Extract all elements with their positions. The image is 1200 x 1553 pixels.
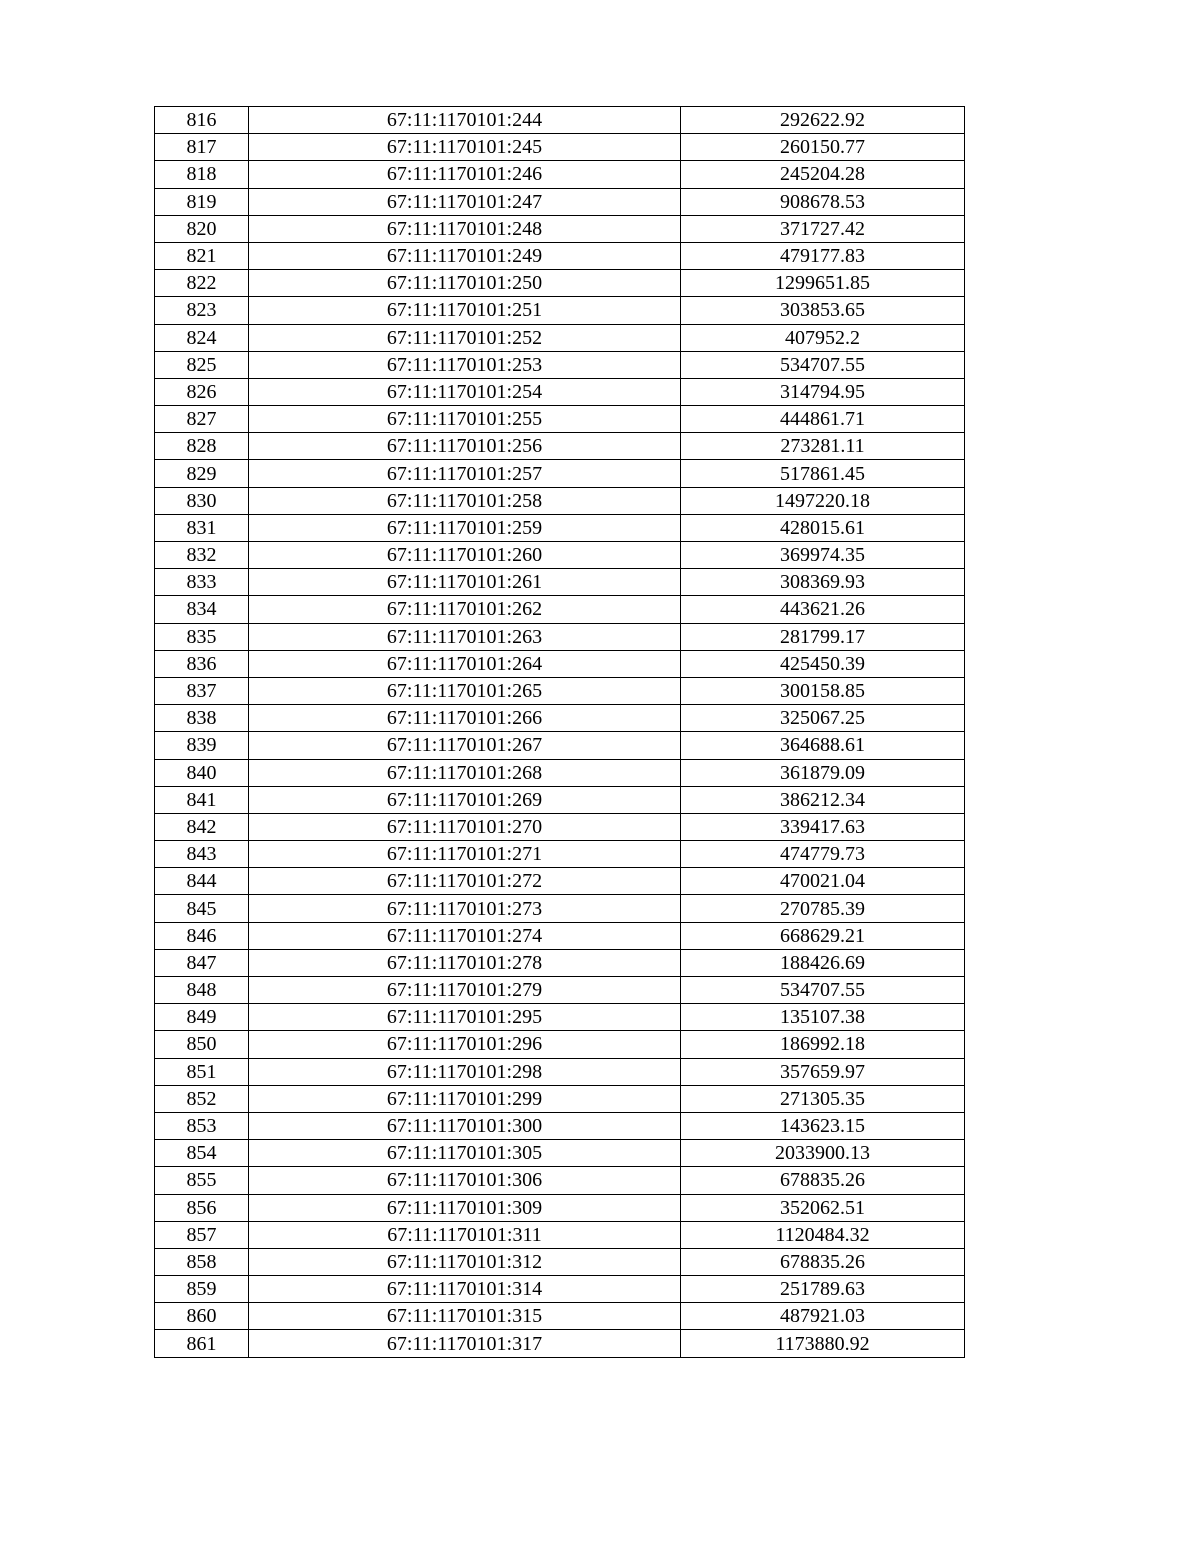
table-row bbox=[155, 433, 965, 460]
cadastral-number-cell: 67:11:1170101:278 bbox=[249, 949, 681, 976]
table-row bbox=[155, 297, 965, 324]
cadastral-number-cell: 67:11:1170101:261 bbox=[249, 569, 681, 596]
cadastral-number-cell: 67:11:1170101:251 bbox=[249, 297, 681, 324]
value-cell: 314794.95 bbox=[681, 378, 965, 405]
table-row bbox=[155, 215, 965, 242]
value-cell: 2033900.13 bbox=[681, 1140, 965, 1167]
cadastral-number-cell: 67:11:1170101:267 bbox=[249, 732, 681, 759]
value-cell: 270785.39 bbox=[681, 895, 965, 922]
row-number-cell: 819 bbox=[155, 188, 249, 215]
cadastral-number-cell: 67:11:1170101:249 bbox=[249, 242, 681, 269]
row-number-cell: 843 bbox=[155, 841, 249, 868]
cadastral-number-cell: 67:11:1170101:263 bbox=[249, 623, 681, 650]
row-number-cell: 840 bbox=[155, 759, 249, 786]
cadastral-number-cell: 67:11:1170101:264 bbox=[249, 650, 681, 677]
value-cell: 425450.39 bbox=[681, 650, 965, 677]
table-row bbox=[155, 378, 965, 405]
cadastral-number-cell: 67:11:1170101:244 bbox=[249, 107, 681, 134]
cadastral-number-cell: 67:11:1170101:262 bbox=[249, 596, 681, 623]
table-row bbox=[155, 1085, 965, 1112]
row-number-cell: 856 bbox=[155, 1194, 249, 1221]
value-cell: 444861.71 bbox=[681, 406, 965, 433]
cadastral-number-cell: 67:11:1170101:248 bbox=[249, 215, 681, 242]
value-cell: 292622.92 bbox=[681, 107, 965, 134]
value-cell: 251789.63 bbox=[681, 1276, 965, 1303]
cadastral-number-cell: 67:11:1170101:258 bbox=[249, 487, 681, 514]
row-number-cell: 847 bbox=[155, 949, 249, 976]
row-number-cell: 861 bbox=[155, 1330, 249, 1357]
table-row bbox=[155, 786, 965, 813]
value-cell: 260150.77 bbox=[681, 134, 965, 161]
value-cell: 428015.61 bbox=[681, 514, 965, 541]
table-body bbox=[155, 107, 965, 1358]
row-number-cell: 842 bbox=[155, 813, 249, 840]
value-cell: 281799.17 bbox=[681, 623, 965, 650]
table-row bbox=[155, 351, 965, 378]
value-cell: 474779.73 bbox=[681, 841, 965, 868]
value-cell: 361879.09 bbox=[681, 759, 965, 786]
cadastral-number-cell: 67:11:1170101:253 bbox=[249, 351, 681, 378]
cadastral-number-cell: 67:11:1170101:254 bbox=[249, 378, 681, 405]
table-row bbox=[155, 514, 965, 541]
value-cell: 352062.51 bbox=[681, 1194, 965, 1221]
cadastral-number-cell: 67:11:1170101:309 bbox=[249, 1194, 681, 1221]
table-row bbox=[155, 161, 965, 188]
cadastral-number-cell: 67:11:1170101:273 bbox=[249, 895, 681, 922]
row-number-cell: 817 bbox=[155, 134, 249, 161]
value-cell: 273281.11 bbox=[681, 433, 965, 460]
table-row bbox=[155, 977, 965, 1004]
table-row bbox=[155, 460, 965, 487]
row-number-cell: 824 bbox=[155, 324, 249, 351]
cadastral-number-cell: 67:11:1170101:269 bbox=[249, 786, 681, 813]
cadastral-number-cell: 67:11:1170101:252 bbox=[249, 324, 681, 351]
cadastral-number-cell: 67:11:1170101:300 bbox=[249, 1112, 681, 1139]
cadastral-number-cell: 67:11:1170101:246 bbox=[249, 161, 681, 188]
cadastral-number-cell: 67:11:1170101:247 bbox=[249, 188, 681, 215]
row-number-cell: 838 bbox=[155, 705, 249, 732]
row-number-cell: 816 bbox=[155, 107, 249, 134]
cadastral-number-cell: 67:11:1170101:299 bbox=[249, 1085, 681, 1112]
row-number-cell: 854 bbox=[155, 1140, 249, 1167]
cadastral-number-cell: 67:11:1170101:271 bbox=[249, 841, 681, 868]
value-cell: 479177.83 bbox=[681, 242, 965, 269]
row-number-cell: 818 bbox=[155, 161, 249, 188]
cadastral-number-cell: 67:11:1170101:315 bbox=[249, 1303, 681, 1330]
table-row bbox=[155, 1140, 965, 1167]
cadastral-number-cell: 67:11:1170101:279 bbox=[249, 977, 681, 1004]
value-cell: 325067.25 bbox=[681, 705, 965, 732]
value-cell: 678835.26 bbox=[681, 1167, 965, 1194]
value-cell: 678835.26 bbox=[681, 1248, 965, 1275]
table-row bbox=[155, 1303, 965, 1330]
table-row bbox=[155, 949, 965, 976]
table-row bbox=[155, 596, 965, 623]
value-cell: 443621.26 bbox=[681, 596, 965, 623]
table-row bbox=[155, 1004, 965, 1031]
table-row bbox=[155, 895, 965, 922]
table-row bbox=[155, 1248, 965, 1275]
table-row bbox=[155, 1276, 965, 1303]
value-cell: 908678.53 bbox=[681, 188, 965, 215]
cadastral-number-cell: 67:11:1170101:272 bbox=[249, 868, 681, 895]
row-number-cell: 848 bbox=[155, 977, 249, 1004]
table-row bbox=[155, 1167, 965, 1194]
table-row bbox=[155, 406, 965, 433]
row-number-cell: 845 bbox=[155, 895, 249, 922]
table-row bbox=[155, 1221, 965, 1248]
cadastral-value-table bbox=[154, 106, 965, 1358]
table-row bbox=[155, 868, 965, 895]
table-row bbox=[155, 650, 965, 677]
value-cell: 1299651.85 bbox=[681, 270, 965, 297]
table-row bbox=[155, 623, 965, 650]
table-row bbox=[155, 324, 965, 351]
table-row bbox=[155, 1031, 965, 1058]
value-cell: 1120484.32 bbox=[681, 1221, 965, 1248]
value-cell: 271305.35 bbox=[681, 1085, 965, 1112]
table-row bbox=[155, 242, 965, 269]
value-cell: 245204.28 bbox=[681, 161, 965, 188]
value-cell: 534707.55 bbox=[681, 977, 965, 1004]
row-number-cell: 834 bbox=[155, 596, 249, 623]
cadastral-number-cell: 67:11:1170101:257 bbox=[249, 460, 681, 487]
value-cell: 339417.63 bbox=[681, 813, 965, 840]
row-number-cell: 823 bbox=[155, 297, 249, 324]
value-cell: 470021.04 bbox=[681, 868, 965, 895]
value-cell: 668629.21 bbox=[681, 922, 965, 949]
table-row bbox=[155, 922, 965, 949]
cadastral-number-cell: 67:11:1170101:312 bbox=[249, 1248, 681, 1275]
table-row bbox=[155, 813, 965, 840]
cadastral-number-cell: 67:11:1170101:268 bbox=[249, 759, 681, 786]
row-number-cell: 849 bbox=[155, 1004, 249, 1031]
value-cell: 364688.61 bbox=[681, 732, 965, 759]
value-cell: 300158.85 bbox=[681, 677, 965, 704]
row-number-cell: 826 bbox=[155, 378, 249, 405]
cadastral-number-cell: 67:11:1170101:265 bbox=[249, 677, 681, 704]
table-row bbox=[155, 1330, 965, 1357]
value-cell: 186992.18 bbox=[681, 1031, 965, 1058]
cadastral-number-cell: 67:11:1170101:296 bbox=[249, 1031, 681, 1058]
table-row bbox=[155, 134, 965, 161]
row-number-cell: 859 bbox=[155, 1276, 249, 1303]
value-cell: 371727.42 bbox=[681, 215, 965, 242]
table-row bbox=[155, 542, 965, 569]
row-number-cell: 852 bbox=[155, 1085, 249, 1112]
value-cell: 487921.03 bbox=[681, 1303, 965, 1330]
row-number-cell: 833 bbox=[155, 569, 249, 596]
value-cell: 143623.15 bbox=[681, 1112, 965, 1139]
row-number-cell: 820 bbox=[155, 215, 249, 242]
row-number-cell: 860 bbox=[155, 1303, 249, 1330]
row-number-cell: 822 bbox=[155, 270, 249, 297]
row-number-cell: 828 bbox=[155, 433, 249, 460]
cadastral-number-cell: 67:11:1170101:305 bbox=[249, 1140, 681, 1167]
row-number-cell: 855 bbox=[155, 1167, 249, 1194]
row-number-cell: 832 bbox=[155, 542, 249, 569]
value-cell: 369974.35 bbox=[681, 542, 965, 569]
table-row bbox=[155, 841, 965, 868]
row-number-cell: 853 bbox=[155, 1112, 249, 1139]
row-number-cell: 827 bbox=[155, 406, 249, 433]
cadastral-number-cell: 67:11:1170101:245 bbox=[249, 134, 681, 161]
row-number-cell: 846 bbox=[155, 922, 249, 949]
cadastral-number-cell: 67:11:1170101:274 bbox=[249, 922, 681, 949]
cadastral-number-cell: 67:11:1170101:260 bbox=[249, 542, 681, 569]
table-row bbox=[155, 569, 965, 596]
row-number-cell: 858 bbox=[155, 1248, 249, 1275]
value-cell: 357659.97 bbox=[681, 1058, 965, 1085]
cadastral-number-cell: 67:11:1170101:298 bbox=[249, 1058, 681, 1085]
row-number-cell: 835 bbox=[155, 623, 249, 650]
row-number-cell: 821 bbox=[155, 242, 249, 269]
cadastral-number-cell: 67:11:1170101:266 bbox=[249, 705, 681, 732]
table-row bbox=[155, 705, 965, 732]
row-number-cell: 841 bbox=[155, 786, 249, 813]
row-number-cell: 829 bbox=[155, 460, 249, 487]
table-row bbox=[155, 1058, 965, 1085]
row-number-cell: 830 bbox=[155, 487, 249, 514]
row-number-cell: 839 bbox=[155, 732, 249, 759]
cadastral-number-cell: 67:11:1170101:255 bbox=[249, 406, 681, 433]
table-row bbox=[155, 188, 965, 215]
value-cell: 188426.69 bbox=[681, 949, 965, 976]
row-number-cell: 844 bbox=[155, 868, 249, 895]
cadastral-number-cell: 67:11:1170101:306 bbox=[249, 1167, 681, 1194]
cadastral-number-cell: 67:11:1170101:317 bbox=[249, 1330, 681, 1357]
value-cell: 1497220.18 bbox=[681, 487, 965, 514]
value-cell: 308369.93 bbox=[681, 569, 965, 596]
row-number-cell: 825 bbox=[155, 351, 249, 378]
cadastral-number-cell: 67:11:1170101:295 bbox=[249, 1004, 681, 1031]
cadastral-number-cell: 67:11:1170101:311 bbox=[249, 1221, 681, 1248]
table-row bbox=[155, 759, 965, 786]
table-row bbox=[155, 1194, 965, 1221]
cadastral-number-cell: 67:11:1170101:270 bbox=[249, 813, 681, 840]
table-row bbox=[155, 732, 965, 759]
row-number-cell: 831 bbox=[155, 514, 249, 541]
row-number-cell: 851 bbox=[155, 1058, 249, 1085]
row-number-cell: 850 bbox=[155, 1031, 249, 1058]
cadastral-number-cell: 67:11:1170101:259 bbox=[249, 514, 681, 541]
cadastral-number-cell: 67:11:1170101:250 bbox=[249, 270, 681, 297]
table-row bbox=[155, 677, 965, 704]
cadastral-number-cell: 67:11:1170101:256 bbox=[249, 433, 681, 460]
value-cell: 517861.45 bbox=[681, 460, 965, 487]
row-number-cell: 857 bbox=[155, 1221, 249, 1248]
table-row bbox=[155, 487, 965, 514]
cadastral-number-cell: 67:11:1170101:314 bbox=[249, 1276, 681, 1303]
value-cell: 386212.34 bbox=[681, 786, 965, 813]
value-cell: 534707.55 bbox=[681, 351, 965, 378]
row-number-cell: 836 bbox=[155, 650, 249, 677]
table-row bbox=[155, 270, 965, 297]
table-row bbox=[155, 107, 965, 134]
value-cell: 1173880.92 bbox=[681, 1330, 965, 1357]
value-cell: 135107.38 bbox=[681, 1004, 965, 1031]
row-number-cell: 837 bbox=[155, 677, 249, 704]
table-row bbox=[155, 1112, 965, 1139]
value-cell: 303853.65 bbox=[681, 297, 965, 324]
value-cell: 407952.2 bbox=[681, 324, 965, 351]
